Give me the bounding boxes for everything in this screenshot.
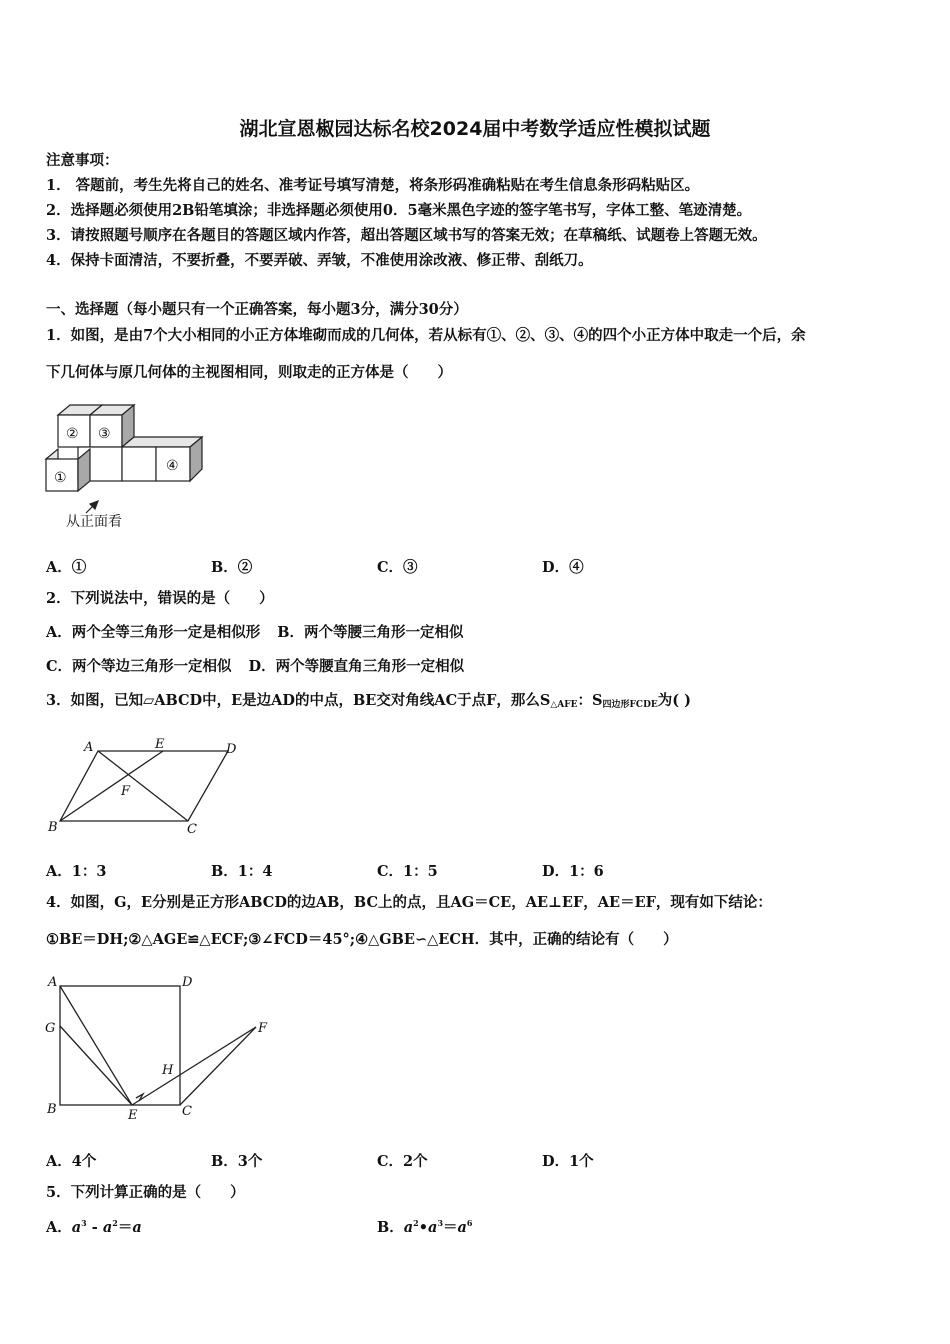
q4-label-g: G [45,1021,56,1036]
q1-stem-line2: 下几何体与原几何体的主视图相同，则取走的正方体是（ ） [46,364,452,381]
page-title: 湖北宣恩椒园达标名校2024届中考数学适应性模拟试题 [239,118,711,140]
q3-label-e: E [155,737,165,752]
q3-parallelogram-figure [40,735,250,840]
q3-sub-afe: △AFE [550,700,578,710]
q4-option-c: C．2个 [377,1153,428,1170]
q2-options-row2 [46,658,464,676]
q1-option-a: A．① [46,559,87,576]
q3-stem [46,692,691,714]
q1-option-d: D．④ [542,559,584,576]
q5-stem: 5．下列计算正确的是（ ） [46,1184,245,1201]
q1-stem-line1: 1．如图，是由7个大小相同的小正方体堆砌而成的几何体，若从标有①、②、③、④的四个小正方体中取走一个后，余 [46,327,806,344]
q4-label-f: F [258,1021,268,1036]
q3-stem-c: 为( ) [657,692,692,709]
q1-label-2: ② [66,426,79,442]
q5-option-b [377,1216,473,1237]
q3-label-b: B [48,820,58,835]
q2-option-b: B．两个等腰三角形一定相似 [277,624,464,641]
q1-cube-figure [40,400,220,540]
q2-option-a: A．两个全等三角形一定是相似形 [46,624,261,641]
q3-option-b: B．1：4 [211,863,273,880]
q5-b-result: a [457,1219,467,1236]
q5-a-var2: a [102,1219,113,1236]
q3-option-a: A．1：3 [46,863,107,880]
q1-label-3: ③ [98,426,111,442]
q1-view-label: 从正面看 [66,514,122,530]
q2-option-c: C．两个等边三角形一定相似 [46,658,232,675]
q5-a-op: - [86,1219,103,1236]
notice-item-2: 2．选择题必须使用2B铅笔填涂；非选择题必须使用0．5毫米黑色字迹的签字笔书写，字体工整、笔迹清楚。 [46,202,752,219]
q3-label-d: D [226,742,237,757]
q5-b-op: • [418,1219,429,1236]
notice-item-4: 4．保持卡面清洁，不要折叠，不要弄破、弄皱，不准使用涂改液、修正带、刮纸刀。 [46,252,593,269]
q5-a-var1: a [71,1219,82,1236]
q5-b-var1: a [403,1219,414,1236]
q5-b-exp2: 3 [437,1218,444,1228]
q5-b-exp3: 6 [466,1218,473,1228]
q3-label-c: C [187,822,197,837]
q5-b-var2: a [428,1219,438,1236]
q4-label-h: H [162,1063,174,1078]
q4-stem-line1: 4．如图，G，E分别是正方形ABCD的边AB，BC上的点，且AG＝CE，AE⊥EF，AE＝EF，现有如下结论： [46,894,772,911]
section-heading: 一、选择题（每小题只有一个正确答案，每小题3分，满分30分） [46,301,468,318]
q4-stem-line2: ①BE＝DH;②△AGE≌△ECF;③∠FCD＝45°;④△GBE∽△ECH．其中，正确的结论有（ ） [46,931,678,948]
q3-option-c: C．1：5 [377,863,438,880]
q5-a-exp2: 2 [112,1218,118,1228]
q3-label-f: F [121,784,131,799]
q4-option-d: D．1个 [542,1153,594,1170]
notice-heading: 注意事项： [46,152,119,169]
q1-label-1: ① [54,470,67,486]
q5-option-a-label: A． [46,1219,72,1236]
q4-option-b: B．3个 [211,1153,263,1170]
q4-label-b: B [47,1102,57,1117]
q5-option-a [46,1216,142,1237]
q2-stem: 2．下列说法中，错误的是（ ） [46,590,274,607]
q4-square-figure [40,970,280,1130]
q5-a-result: a [132,1219,142,1236]
q3-label-a: A [84,740,94,755]
q2-option-d: D．两个等腰直角三角形一定相似 [248,658,465,675]
q3-option-d: D．1：6 [542,863,604,880]
q1-label-4: ④ [166,458,179,474]
q5-option-b-label: B． [377,1219,404,1236]
q1-option-b: B．② [211,559,253,576]
q2-options-row1 [46,624,464,642]
q5-b-eq: ＝ [443,1219,458,1236]
q5-a-exp1: 3 [81,1218,87,1228]
q4-option-a: A．4个 [46,1153,97,1170]
q4-label-e: E [128,1108,138,1123]
q3-sub-fcde: 四边形FCDE [602,700,658,710]
q3-stem-a: 3．如图，已知▱ABCD中，E是边AD的中点，BE交对角线AC于点F，那么S [46,692,551,709]
q5-a-eq: ＝ [117,1219,133,1236]
q4-label-c: C [182,1104,192,1119]
notice-item-3: 3．请按照题号顺序在各题目的答题区域内作答，超出答题区域书写的答案无效；在草稿纸、试题卷上答题无效。 [46,227,767,244]
q4-label-d: D [182,975,193,990]
q1-option-c: C．③ [377,559,418,576]
q5-b-exp1: 2 [413,1218,419,1228]
notice-item-1: 1． 答题前，考生先将自己的姓名、准考证号填写清楚，将条形码准确粘贴在考生信息条形码粘贴区。 [46,177,700,194]
q3-stem-b: ：S [577,692,603,709]
q4-label-a: A [48,975,58,990]
